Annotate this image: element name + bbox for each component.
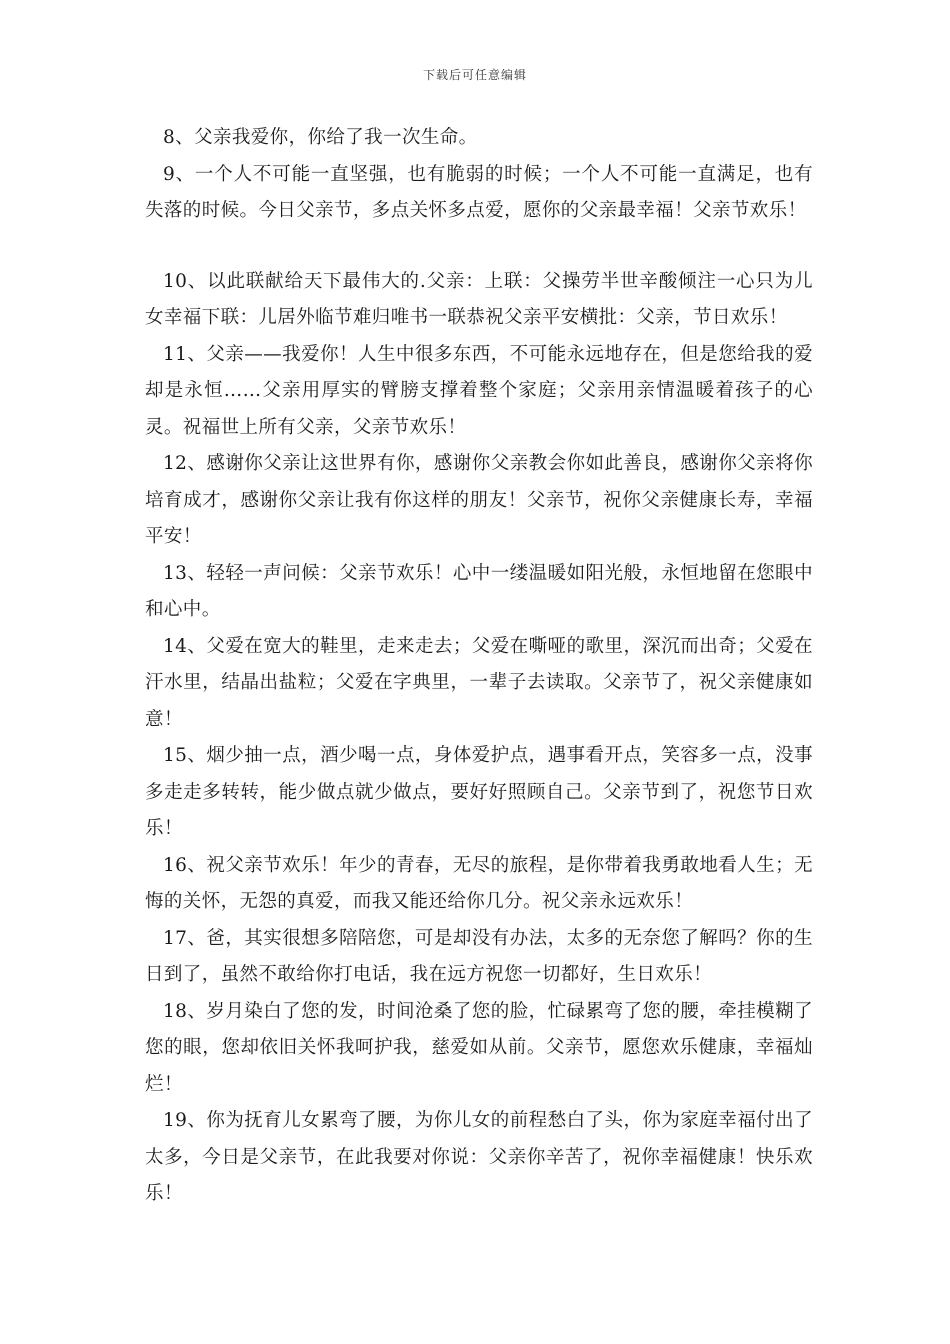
paragraph-14: 14、父爱在宽大的鞋里，走来走去；父爱在嘶哑的歌里，深沉而出奇；父爱在汗水里，结晶出盐粒；父爱在字典里，一辈子去读取。父亲节了，祝父亲健康如意！ <box>145 635 813 730</box>
paragraph-16: 16、祝父亲节欢乐！年少的青春，无尽的旅程，是你带着我勇敢地看人生；无悔的关怀，无怨的真爱，而我又能还给你几分。祝父亲永远欢乐！ <box>145 854 813 912</box>
paragraph-15: 15、烟少抽一点，酒少喝一点，身体爱护点，遇事看开点，笑容多一点，没事多走走多转转，能少做点就少做点，要好好照顾自己。父亲节到了，祝您节日欢乐！ <box>145 745 813 839</box>
paragraph-9: 9、一个人不可能一直坚强，也有脆弱的时候；一个人不可能一直满足，也有失落的时候。今日父亲节，多点关怀多点爱，愿你的父亲最幸福！父亲节欢乐！ <box>145 163 813 221</box>
paragraph-19: 19、你为抚育儿女累弯了腰，为你儿女的前程愁白了头，你为家庭幸福付出了太多，今日是父亲节，在此我要对你说：父亲你辛苦了，祝你幸福健康！快乐欢乐！ <box>145 1110 813 1204</box>
paragraph-17: 17、爸，其实很想多陪陪您，可是却没有办法，太多的无奈您了解吗？你的生日到了，虽然不敢给你打电话，我在远方祝您一切都好，生日欢乐！ <box>145 927 813 985</box>
page-header: 下载后可任意编辑 <box>422 68 527 82</box>
paragraph-18: 18、岁月染白了您的发，时间沧桑了您的脸，忙碌累弯了您的腰，牵挂模糊了您的眼，您却依旧关怀我呵护我，慈爱如从前。父亲节，愿您欢乐健康，幸福灿烂！ <box>145 1000 813 1095</box>
paragraph-11: 11、父亲——我爱你！人生中很多东西，不可能永远地存在，但是您给我的爱却是永恒……父亲用厚实的臂膀支撑着整个家庭；父亲用亲情温暖着孩子的心灵。祝福世上所有父亲，父亲节欢乐！ <box>145 343 813 438</box>
paragraph-10: 10、以此联献给天下最伟大的.父亲：上联：父操劳半世辛酸倾注一心只为儿女幸福下联：儿居外临节难归唯书一联恭祝父亲平安横批：父亲，节日欢乐！ <box>145 270 813 328</box>
paragraph-8: 8、父亲我爱你，你给了我一次生命。 <box>163 127 478 148</box>
document-body <box>145 120 813 1213</box>
paragraph-13: 13、轻轻一声问候：父亲节欢乐！心中一缕温暖如阳光般，永恒地留在您眼中和心中。 <box>145 562 813 620</box>
paragraph-12: 12、感谢你父亲让这世界有你，感谢你父亲教会你如此善良，感谢你父亲将你培育成才，感谢你父亲让我有你这样的朋友！父亲节，祝你父亲健康长寿，幸福平安！ <box>145 453 813 547</box>
